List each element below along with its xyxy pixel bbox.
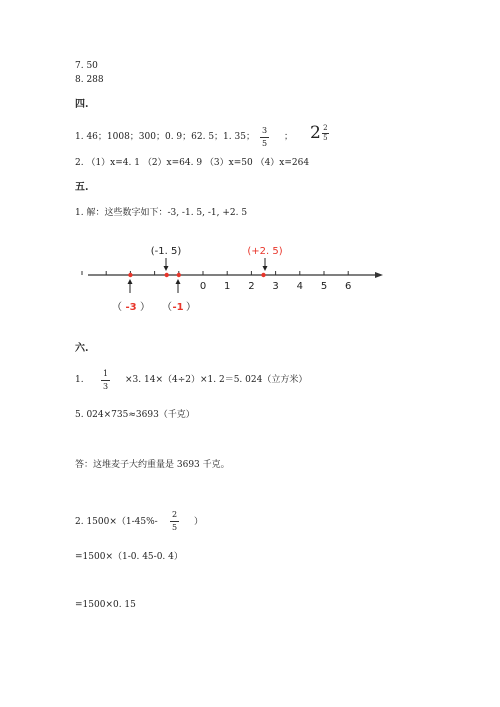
line-7-50: 7. 50	[75, 61, 98, 71]
fraction-denominator: 3	[102, 382, 109, 391]
label-minus-1-5: (-1. 5)	[150, 246, 182, 257]
number-line-tick-label: 1	[224, 281, 231, 292]
s6-answer: 答：这堆麦子大约重量是 3693 千克。	[75, 460, 230, 470]
number-line-tick-label: 2	[248, 281, 255, 292]
fraction-bar	[101, 380, 110, 381]
number-line-tick-label: 3	[272, 281, 279, 292]
fraction-numerator: 2	[171, 510, 178, 519]
fraction-denominator: 5	[171, 523, 178, 532]
number-line-point	[128, 273, 132, 277]
s4-q1-separator: ；	[284, 132, 294, 142]
s4-q1-fraction	[260, 127, 269, 148]
s5-q1-text: 1. 解：这些数字如下：-3, -1. 5, -1, +2. 5	[75, 208, 248, 218]
s6-q1-line2: 5. 024×735≈3693（千克）	[75, 410, 195, 420]
mixed-whole: 2	[310, 123, 321, 143]
arrow-down-icon	[164, 266, 169, 271]
s6-q2-fraction	[170, 511, 179, 532]
section-4-heading: 四.	[75, 99, 89, 110]
s6-q1-fraction	[101, 370, 110, 391]
section-6-heading: 六.	[75, 343, 89, 354]
bracket-close: ）	[186, 302, 196, 313]
label-minus-3: -3	[125, 302, 137, 313]
number-line-tick-label: 0	[199, 281, 207, 292]
s6-q2-close: ）	[194, 517, 204, 527]
s6-q1-expression: ×3. 14×（4÷2）×1. 2＝5. 024（立方米）	[125, 375, 308, 385]
mixed-fraction	[322, 125, 329, 142]
fraction-bar	[260, 137, 269, 138]
bracket-close: ）	[140, 302, 150, 313]
s6-q2-prefix: 2. 1500×（1-45%-	[75, 517, 158, 527]
number-line-point	[177, 273, 181, 277]
arrow-up-icon	[176, 279, 181, 284]
bracket-open: （	[162, 302, 172, 313]
s6-q1-prefix: 1.	[75, 375, 84, 385]
s6-q2-line3: =1500×0. 15	[75, 600, 136, 610]
number-line-tick-label: 4	[296, 281, 303, 292]
number-line-tick-label: 5	[320, 281, 328, 292]
s4-q1-mixed-number	[310, 125, 329, 142]
arrow-up-icon	[128, 279, 133, 284]
bracket-open: （	[112, 302, 122, 313]
fraction-numerator: 3	[261, 126, 268, 135]
label-minus-1: -1	[172, 302, 184, 313]
s4-q1-text: 1. 46；1008；300；0. 9；62. 5；1. 35；	[75, 132, 255, 142]
line-8-288: 8. 288	[75, 75, 104, 85]
fraction-denominator: 5	[261, 139, 268, 148]
fraction-numerator: 1	[102, 369, 109, 378]
section-5-heading: 五.	[75, 182, 89, 193]
fraction-bar	[170, 521, 179, 522]
label-plus-2-5: (+2. 5)	[247, 246, 283, 257]
number-line-figure	[0, 238, 500, 338]
fraction-numerator: 2	[323, 124, 328, 132]
number-line-arrow-icon	[375, 272, 383, 278]
number-line-tick-label: 6	[345, 281, 352, 292]
s6-q2-line2: =1500×（1-0. 45-0. 4）	[75, 552, 183, 562]
number-line-point	[165, 273, 169, 277]
number-line-point	[261, 273, 265, 277]
s4-q2-text: 2. （1）x=4. 1 （2）x=64. 9 （3）x=50 （4）x=264	[75, 158, 310, 168]
number-line-ticks	[82, 271, 351, 292]
arrow-down-icon	[263, 266, 268, 271]
fraction-denominator: 5	[323, 134, 328, 142]
